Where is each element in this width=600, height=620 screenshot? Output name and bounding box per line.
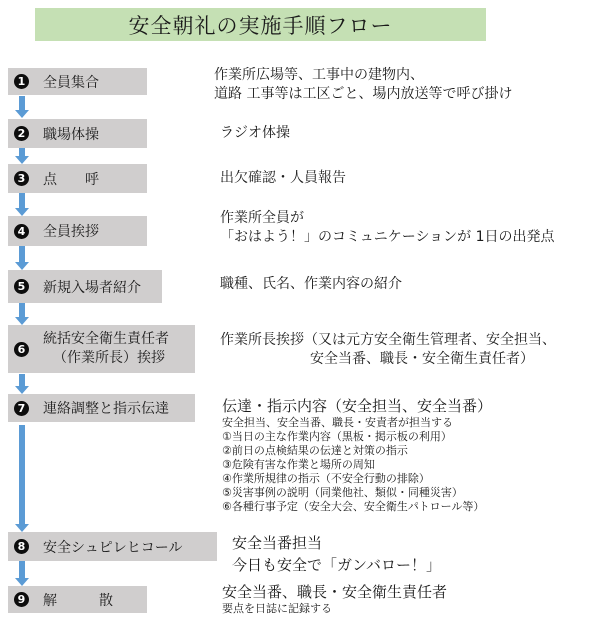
step-6-label-line: （作業所長）挨拶 xyxy=(53,350,165,366)
description-line: ②前日の点検結果の伝達と対策の指示 xyxy=(222,444,408,457)
step-number-badge: 5 xyxy=(14,279,29,294)
down-arrow-icon xyxy=(15,425,29,532)
description-line: 「おはよう！」のコミュニケーションが 1日の出発点 xyxy=(220,229,555,245)
down-arrow-icon xyxy=(15,148,29,164)
step-6-description xyxy=(220,331,556,369)
description-heading: 安全当番、職長・安全衛生責任者 xyxy=(222,583,448,601)
step-3-box xyxy=(8,164,147,193)
down-arrow-icon xyxy=(15,96,29,118)
description-line: 作業所全員が xyxy=(220,210,304,226)
description-line: 要点を日誌に記録する xyxy=(222,602,332,615)
step-2-description xyxy=(220,124,290,143)
step-number-badge: 1 xyxy=(14,74,29,89)
description-line: ③危険有害な作業と場所の周知 xyxy=(222,458,375,471)
description-line: 安全担当、安全当番、職長・安責者が担当する xyxy=(222,416,453,429)
step-9-box xyxy=(8,586,147,613)
step-3-description xyxy=(220,169,346,188)
step-7-label: 連絡調整と指示伝達 xyxy=(43,401,169,417)
step-4-label: 全員挨拶 xyxy=(43,224,99,240)
description-line: ⑤災害事例の説明（同業他社、類似・同種災害） xyxy=(222,486,463,499)
description-line: 安全当番担当 xyxy=(232,534,323,552)
step-7-box xyxy=(8,394,195,422)
step-7-description xyxy=(222,396,492,514)
step-8-description xyxy=(232,533,441,575)
step-2-label: 職場体操 xyxy=(43,126,99,143)
down-arrow-icon xyxy=(15,374,29,394)
step-6-label xyxy=(43,330,169,368)
description-line: ⑥各種行事予定（安全大会、安全衛生パトロール等） xyxy=(222,500,485,513)
step-number-badge: 7 xyxy=(14,401,29,416)
description-line: 道路 工事等は工区ごと、場内放送等で呼び掛け xyxy=(214,86,513,102)
description-line: 安全当番、職長・安全衛生責任者） xyxy=(310,351,534,367)
step-9-label: 解 散 xyxy=(43,592,113,609)
step-3-label: 点 呼 xyxy=(43,171,99,188)
step-8-label: 安全シュピレヒコール xyxy=(43,539,183,556)
step-9-description xyxy=(222,582,447,616)
step-number-badge: 4 xyxy=(14,224,29,239)
step-number-badge: 3 xyxy=(14,171,29,186)
description-line: 作業所広場等、工事中の建物内、 xyxy=(214,67,424,83)
step-6-box xyxy=(8,325,195,373)
description-line: 出欠確認・人員報告 xyxy=(220,170,346,186)
step-6-label-line: 統括安全衛生責任者 xyxy=(43,331,169,347)
step-1-description xyxy=(214,66,512,104)
description-line: ラジオ体操 xyxy=(220,125,290,141)
step-number-badge: 8 xyxy=(14,539,29,554)
step-4-box xyxy=(8,216,147,246)
step-number-badge: 2 xyxy=(14,126,29,141)
description-line: 職種、氏名、作業内容の紹介 xyxy=(220,276,402,292)
flow-title: 安全朝礼の実施手順フロー xyxy=(128,13,393,38)
step-number-badge: 9 xyxy=(14,592,29,607)
flow-title-banner xyxy=(35,8,486,41)
down-arrow-icon xyxy=(15,561,29,586)
description-heading: 伝達・指示内容（安全担当、安全当番） xyxy=(222,397,493,415)
down-arrow-icon xyxy=(15,303,29,325)
down-arrow-icon xyxy=(15,246,29,270)
down-arrow-icon xyxy=(15,193,29,216)
step-number-badge: 6 xyxy=(14,342,29,357)
step-5-label: 新規入場者紹介 xyxy=(43,279,141,296)
description-line: ④作業所規律の指示（不安全行動の排除） xyxy=(222,472,430,485)
description-line: 作業所長挨拶（又は元方安全衛生管理者、安全担当、 xyxy=(220,332,556,348)
description-line: ①当日の主な作業内容（黒板・掲示板の利用） xyxy=(222,430,452,443)
description-line: 今日も安全で「ガンバロー！」 xyxy=(232,556,441,574)
step-5-box xyxy=(8,270,162,303)
step-5-description xyxy=(220,275,402,294)
step-4-description xyxy=(220,209,555,247)
step-2-box xyxy=(8,119,147,148)
step-8-box xyxy=(8,532,217,561)
step-1-label: 全員集合 xyxy=(43,74,99,91)
step-1-box xyxy=(8,68,147,95)
